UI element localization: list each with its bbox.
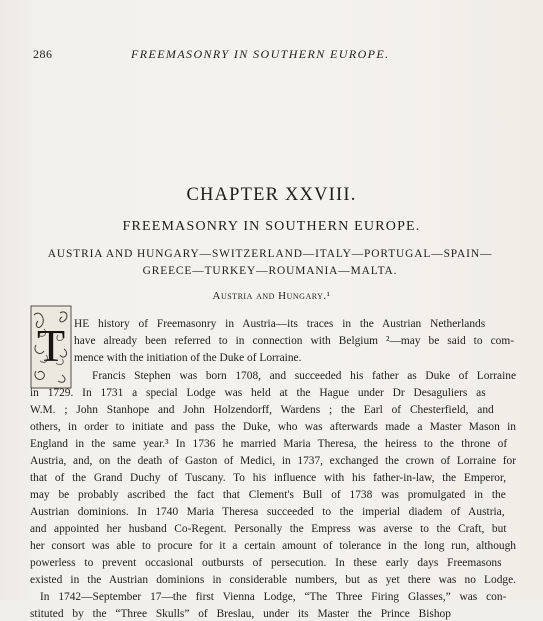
body-line: in 1729. In 1731 a special Lodge was held at the Hague under Dr Desaguliers as: [30, 387, 486, 399]
chapter-subjects: [30, 246, 510, 280]
body-line: In 1742—September 17—the first Vienna Lodge, “The Three Firing Glasses,” was con-: [40, 591, 507, 603]
body-line: Francis Stephen was born 1708, and succeeded his father as Duke of Lorraine: [92, 370, 516, 382]
body-line: England in the same year.³ In 1736 he married Maria Theresa, the heiress to the throne of: [30, 438, 508, 450]
dropcap-letter: T: [36, 320, 66, 371]
chapter-subjects-line-1: AUSTRIA AND HUNGARY—SWITZERLAND—ITALY—PORTUGAL—SPAIN—: [47, 248, 493, 260]
body-line: mence with the initiation of the Duke of Lorraine.: [74, 352, 302, 364]
running-title: FREEMASONRY IN SOUTHERN EUROPE.: [131, 47, 390, 61]
chapter-title: FREEMASONRY IN SOUTHERN EUROPE.: [122, 219, 421, 234]
chapter-heading: CHAPTER XXVIII.: [186, 185, 357, 205]
body-line: that of the Grand Duchy of Tuscany. To his influence with his father-in-law, the Emperor,: [30, 472, 507, 484]
body-line: Austrian dominions. In 1740 Maria Theresa succeeded to the imperial diadem of Austria,: [30, 506, 505, 518]
section-heading: [0, 290, 543, 302]
body-line: and appointed her husband Co-Regent. Personally the Empress was averse to the Craft, but: [30, 523, 507, 535]
chapter-subjects-line-2: GREECE—TURKEY—ROUMANIA—MALTA.: [142, 265, 398, 277]
ornamental-dropcap-icon: [30, 305, 72, 389]
body-line: others, in order to initiate and pass the Duke, who was afterwards made a Master Mason in: [30, 421, 516, 433]
body-line: existed in the Austrian dominions in considerable numbers, but as yet there was no Lodge.: [30, 574, 516, 586]
section-heading-text: Austria and Hungary.¹: [212, 290, 331, 302]
body-line: powerless to prevent occasional outbursts of persecution. In these early days Freemasons: [30, 557, 502, 569]
body-line: stituted by the “Three Skulls” of Breslau, under its Master the Prince Bishop: [30, 608, 451, 620]
page-number: 286: [33, 47, 53, 61]
body-line: may be probably ascribed the fact that Clement's Bull of 1738 was promulgated in the: [30, 489, 506, 501]
body-line: have already been referred to in connection with Belgium ²—may be said to com-: [74, 335, 514, 347]
body-line: Austria, and, on the death of Gaston of Medici, in 1737, exchanged the crown of Lorraine for: [30, 455, 516, 467]
body-line: W.M. ; John Stanhope and John Holzendorff, Wardens ; the Earl of Chesterfield, and: [30, 404, 494, 416]
body-line: her consort was able to procure for it a certain amount of tolerance in the long run, although: [30, 540, 516, 552]
running-header: [33, 47, 523, 63]
body-line: HE history of Freemasonry in Austria—its traces in the Austrian Netherlands: [74, 318, 486, 330]
